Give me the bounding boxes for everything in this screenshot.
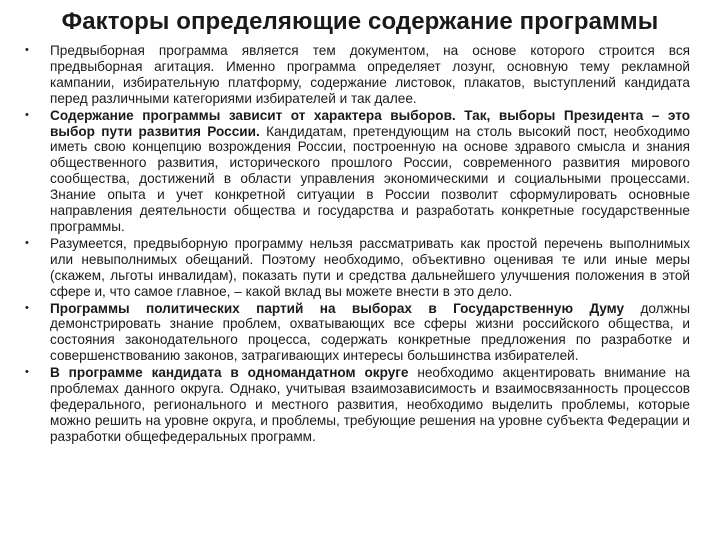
bullet-text: должны демонстрировать знание проблем, охватывающих все сферы жизни российского общества, и состояния законодательного процесса, содержать конкретные предложения по разработке и совершенствованию законов, затрагивающих интересы большинства избирателей. (50, 300, 690, 364)
bullet-text: необходимо акцентировать внимание на проблемах данного округа. Однако, учитывая взаимозависимость и взаимосвязанность процессов федерального, регионального и местного развития, необходимо выделить проблемы, которые можно решить на уровне округа, и проблемы, требующие решения на уровне субъекта Федерации и разработки общефедеральных программ. (50, 365, 690, 444)
bullet-dot-icon: • (25, 44, 29, 56)
bullet-item (20, 108, 690, 235)
bullet-dot-icon: • (25, 236, 29, 249)
bullet-lead-text: В программе кандидата в одномандатном округе (50, 365, 409, 381)
bullet-text: Кандидатам, претендующим на столь высокий пост, необходимо иметь свою концепцию возрождения России, построенную на основе здравого смысла и знания общественного развития, исторического прошлого России, современного развития мирового сообщества, достижений в области управления экономическими и социальными процессами. Знание опыта и учет конкретной ситуации в России позволит сформулировать основные направления деятельности общества и государства и разработать конкретные государственные программы. (50, 123, 690, 234)
bullet-lead-text: Программы политических партий на выборах в Государственную Думу (50, 300, 625, 316)
bullet-item (20, 365, 690, 445)
bullet-dot-icon: • (25, 108, 29, 121)
bullet-lead-text: Содержание программы зависит от характера выборов. Так, выборы Президента – это выбор пути развития России. (50, 107, 690, 139)
slide-title: Факторы определяющие содержание программы (61, 8, 659, 35)
bullet-dot-icon: • (25, 366, 29, 379)
bullet-text: Предвыборная программа является тем документом, на основе которого строится вся предвыборная агитация. Именно программа определяет лозунг, основную тему рекламной кампании, избирательную платформу, содержание листовок, плакатов, выступлений кандидата перед различными категориями избирателей и так далее. (50, 43, 690, 106)
bullet-dot-icon: • (25, 301, 29, 314)
bullet-item (20, 301, 690, 365)
bullet-text: Разумеется, предвыборную программу нельзя рассматривать как простой перечень выполнимых или невыполнимых обещаний. Поэтому необходимо, объективно оценивая те или иные меры (скажем, льготы инвалидам), показать пути и средства дальнейшего улучшения положения в этой сфере и, что самое главное, – какой вклад вы можете внести в это дело. (50, 235, 690, 299)
bullet-item (20, 43, 690, 107)
bullet-item (20, 236, 690, 300)
bullet-list (20, 43, 690, 446)
